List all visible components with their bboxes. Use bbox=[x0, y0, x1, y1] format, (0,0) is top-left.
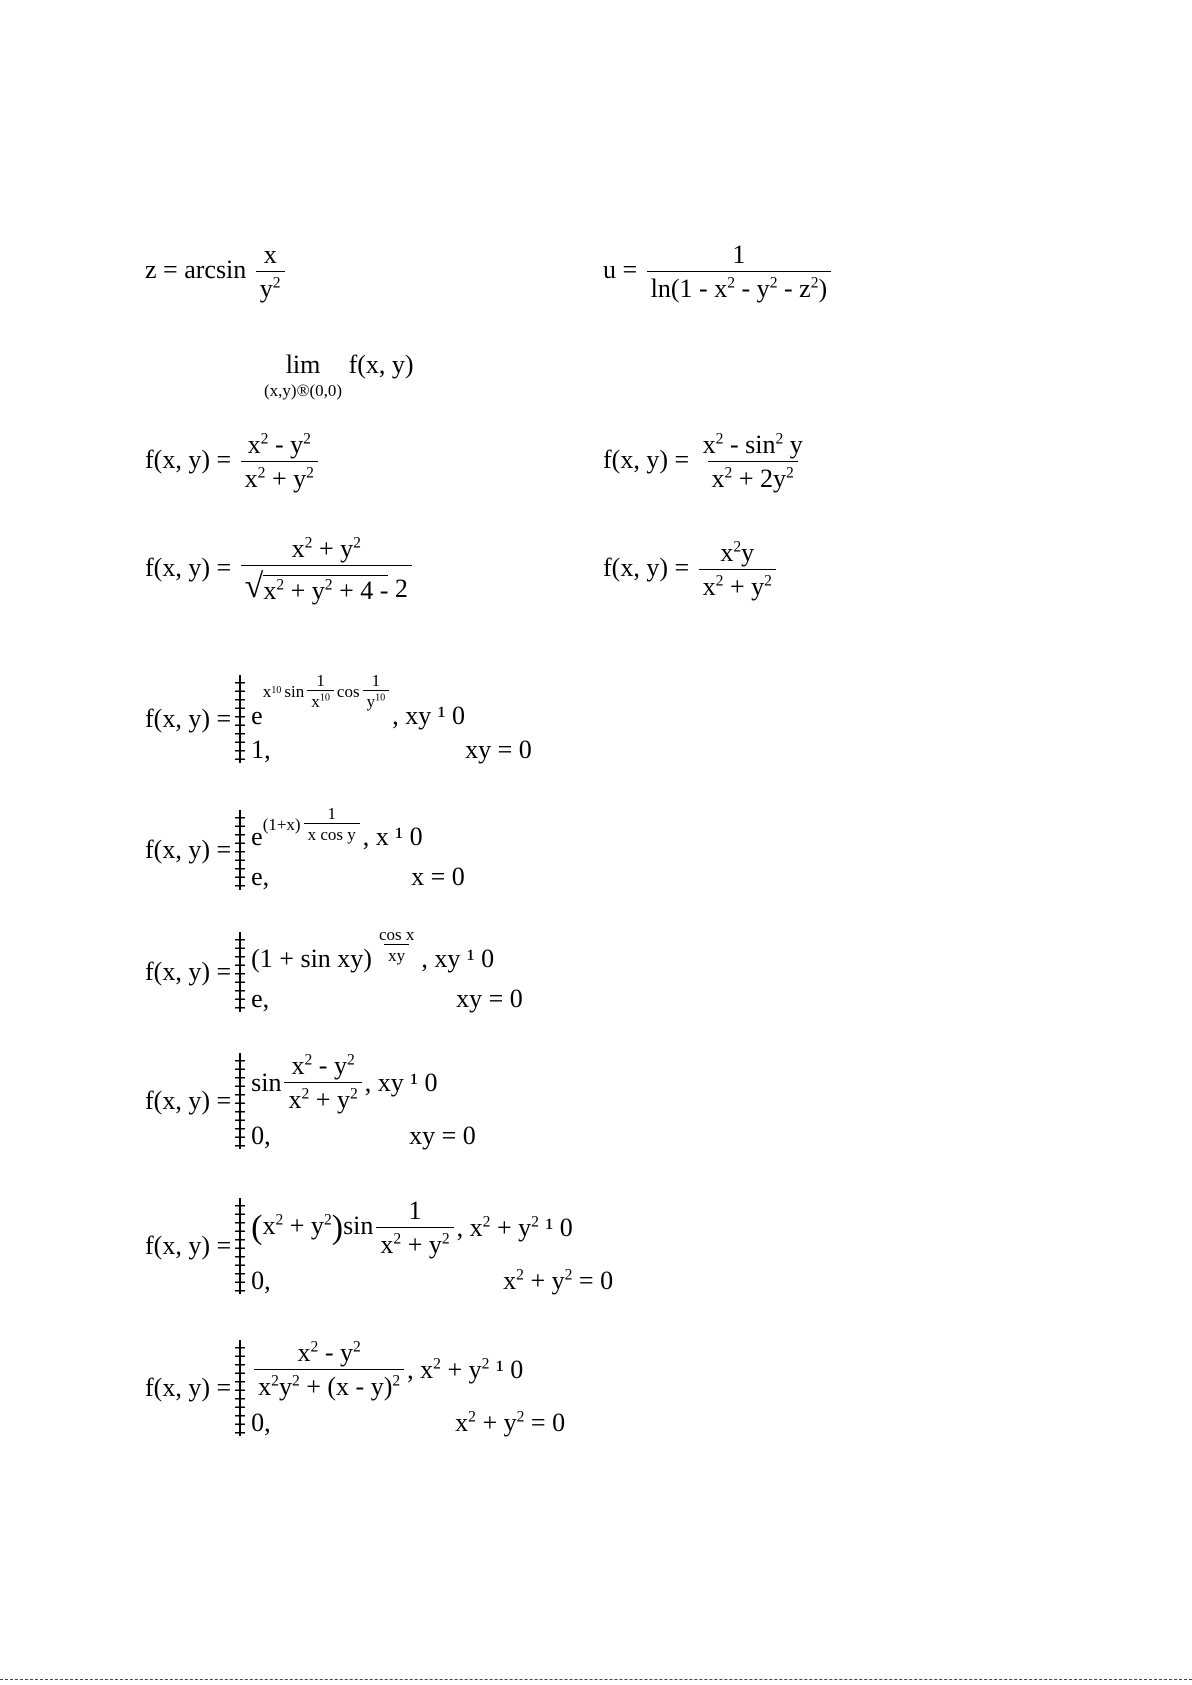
exp-part: x bbox=[262, 681, 272, 701]
piecewise-formula-1 bbox=[145, 671, 532, 764]
formula-lhs: f(x, y) = bbox=[145, 444, 232, 474]
formula-lhs: f(x, y) = bbox=[145, 957, 232, 986]
exponent: 2 bbox=[775, 430, 784, 448]
lim-subscript: (x,y)®(0,0) bbox=[264, 381, 343, 400]
den-part: y bbox=[278, 1372, 292, 1401]
denominator bbox=[241, 461, 318, 492]
num-part: x bbox=[720, 538, 734, 567]
exponent: 2 bbox=[275, 1211, 284, 1229]
paren: ) bbox=[331, 1209, 344, 1246]
formula-u-ln bbox=[603, 242, 834, 302]
left-brace bbox=[233, 1198, 247, 1294]
den-part: x bbox=[711, 464, 725, 493]
formula-lhs: u = bbox=[603, 254, 638, 284]
exponent: 2 bbox=[352, 1338, 361, 1356]
formula-f-sqrt bbox=[145, 536, 415, 604]
denominator: $y^{10}$ bbox=[363, 690, 390, 710]
square-root bbox=[245, 570, 389, 604]
denominator: xy bbox=[384, 944, 409, 964]
num-part: - y bbox=[268, 430, 304, 459]
formula-lhs: f(x, y) = bbox=[145, 835, 232, 864]
exponent: 2 bbox=[324, 576, 333, 594]
formula-lhs: f(x, y) = bbox=[145, 552, 232, 582]
numerator: 1 bbox=[371, 671, 381, 690]
case-1 bbox=[251, 925, 523, 973]
exp-part: cos bbox=[336, 681, 360, 701]
numerator bbox=[699, 432, 807, 461]
exponent: 2 bbox=[531, 1213, 539, 1231]
denominator bbox=[376, 1227, 453, 1258]
case-condition bbox=[455, 1410, 565, 1436]
numerator: 1 bbox=[732, 240, 746, 269]
den-part: x bbox=[263, 576, 277, 605]
exponent: 2 bbox=[727, 274, 736, 292]
den-part: x bbox=[258, 1372, 272, 1401]
den-part: + y bbox=[309, 1085, 350, 1114]
den-part: + y bbox=[723, 572, 765, 601]
exponent: 2 bbox=[516, 1266, 524, 1284]
piecewise-formula-6 bbox=[145, 1340, 565, 1436]
fraction bbox=[307, 672, 334, 710]
cases bbox=[251, 1340, 565, 1436]
cond-part: + y bbox=[475, 1408, 517, 1437]
case-expression: $(x^2 + y^2)\sin$ bbox=[251, 1209, 374, 1246]
cond-part: x bbox=[503, 1266, 517, 1295]
case-condition: , x ¹ 0 bbox=[362, 822, 423, 851]
fraction bbox=[254, 1340, 404, 1400]
page-bottom-rule bbox=[0, 1679, 1192, 1680]
exponent: 2 bbox=[724, 464, 733, 482]
formula-limit bbox=[264, 352, 414, 399]
num-part: x bbox=[247, 430, 261, 459]
numerator: 1 bbox=[327, 804, 336, 823]
case-condition: xy = 0 bbox=[465, 735, 532, 764]
case-expression: 1, bbox=[251, 735, 271, 764]
num-part: x bbox=[702, 430, 716, 459]
exponent: 10 bbox=[319, 692, 330, 704]
exponent-fraction bbox=[375, 926, 418, 964]
exponent: 2 bbox=[306, 464, 314, 482]
den-part: + 2y bbox=[732, 464, 787, 493]
exponent: 2 bbox=[304, 534, 313, 552]
exponent: 2 bbox=[733, 538, 742, 556]
denominator bbox=[241, 565, 412, 604]
den-part: + 4 - bbox=[332, 576, 389, 605]
numerator bbox=[294, 1340, 365, 1369]
case-expression: e, bbox=[251, 862, 270, 891]
fraction bbox=[241, 536, 412, 604]
exponent: 2 bbox=[786, 464, 794, 482]
exponent: 2 bbox=[291, 1372, 300, 1390]
cond-part: , x bbox=[456, 1213, 483, 1242]
formula-lhs: f(x, y) = bbox=[145, 704, 232, 733]
case-condition: x = 0 bbox=[411, 862, 465, 891]
exponent: 2 bbox=[349, 1085, 358, 1103]
fraction bbox=[241, 432, 318, 492]
num-part: - sin bbox=[723, 430, 776, 459]
exponent: 2 bbox=[271, 1372, 279, 1390]
case-condition bbox=[407, 1357, 523, 1383]
piecewise-formula-2 bbox=[145, 804, 465, 891]
formula-lhs: z = arcsin bbox=[145, 254, 247, 284]
case-2 bbox=[251, 986, 523, 1012]
radical-sign: √ bbox=[244, 568, 264, 605]
case-2 bbox=[251, 1410, 565, 1436]
exponent-group bbox=[263, 805, 363, 843]
cond-part: + y bbox=[440, 1355, 482, 1384]
fraction bbox=[256, 242, 285, 302]
case-2 bbox=[251, 864, 465, 890]
numerator bbox=[716, 540, 758, 569]
case-expression: (1 + sin xy) bbox=[251, 944, 372, 973]
exponent: 2 bbox=[260, 430, 269, 448]
exponent: 2 bbox=[564, 1266, 573, 1284]
exponent: 2 bbox=[392, 1372, 401, 1390]
exponent: 2 bbox=[393, 1230, 402, 1248]
exponent: 2 bbox=[303, 430, 311, 448]
expr-part: + y bbox=[283, 1210, 324, 1240]
base-e: e bbox=[251, 822, 263, 851]
fraction bbox=[647, 242, 831, 302]
lim-function: f(x, y) bbox=[348, 350, 414, 379]
fraction bbox=[284, 1053, 361, 1113]
cond-part: ¹ 0 bbox=[538, 1213, 573, 1242]
exponent: 2 bbox=[304, 1051, 313, 1069]
den-part: + y bbox=[265, 464, 307, 493]
cond-part: x bbox=[455, 1408, 469, 1437]
den-part: + y bbox=[401, 1230, 442, 1259]
case-1 bbox=[251, 671, 532, 730]
expr-part: sin bbox=[343, 1210, 374, 1240]
case-expression: e, bbox=[251, 984, 270, 1013]
cond-part: + y bbox=[490, 1213, 532, 1242]
cases bbox=[251, 925, 523, 1013]
den-text: y bbox=[259, 274, 273, 303]
numerator: 1 bbox=[316, 671, 325, 690]
case-2 bbox=[251, 1268, 613, 1294]
numerator bbox=[244, 432, 315, 461]
num-part: y bbox=[783, 430, 803, 459]
fraction bbox=[304, 805, 360, 843]
cond-part: = 0 bbox=[524, 1408, 566, 1437]
case-2 bbox=[251, 1123, 476, 1149]
num-part: x bbox=[291, 534, 305, 563]
formula-f-x2y bbox=[603, 540, 779, 600]
den-part: 2 bbox=[388, 574, 408, 603]
denominator bbox=[708, 461, 798, 492]
denominator: $x^{10}$ bbox=[307, 690, 334, 710]
denominator bbox=[647, 271, 831, 302]
case-expression bbox=[251, 671, 466, 730]
fraction bbox=[699, 432, 807, 492]
cond-part: ¹ 0 bbox=[489, 1355, 524, 1384]
radicand bbox=[263, 575, 388, 604]
cases bbox=[251, 804, 465, 891]
fraction bbox=[363, 672, 390, 710]
limit-operator bbox=[264, 352, 342, 399]
left-brace bbox=[233, 1340, 247, 1436]
exponent: 2 bbox=[272, 274, 281, 292]
case-condition bbox=[503, 1268, 613, 1294]
exponent: 2 bbox=[764, 572, 772, 590]
formula-lhs: f(x, y) = bbox=[145, 1086, 232, 1115]
fraction bbox=[376, 1198, 453, 1258]
num-part: x bbox=[291, 1051, 305, 1080]
cond-part: + y bbox=[523, 1266, 565, 1295]
cases bbox=[251, 1053, 476, 1149]
case-expression: sin bbox=[251, 1068, 282, 1097]
case-condition bbox=[457, 1215, 573, 1241]
exponent: 2 bbox=[323, 1211, 332, 1229]
exp-part: sin bbox=[284, 681, 305, 701]
num-part: - y bbox=[312, 1051, 347, 1080]
case-1 bbox=[251, 1053, 476, 1113]
base-e: e bbox=[251, 701, 263, 730]
formula-lhs: f(x, y) = bbox=[145, 1231, 232, 1260]
exponent: 2 bbox=[769, 274, 778, 292]
num-part: + y bbox=[312, 534, 354, 563]
exponent: 10 bbox=[375, 692, 386, 704]
formula-arcsin bbox=[145, 242, 288, 302]
den-part: ) bbox=[818, 274, 828, 303]
denominator: x cos y bbox=[304, 823, 360, 843]
cases bbox=[251, 671, 532, 764]
exponent-group: x 10 sin $\frac{1}{x^{10}}$ cos $\frac{1}{y^{10}}$ bbox=[263, 672, 393, 710]
left-brace bbox=[233, 932, 247, 1012]
num-part: x bbox=[297, 1338, 311, 1367]
denominator bbox=[284, 1082, 361, 1113]
exp-part: (1+x) bbox=[262, 814, 301, 834]
formula-lhs: f(x, y) = bbox=[603, 552, 690, 582]
num-part: y bbox=[741, 538, 755, 567]
case-1 bbox=[251, 1198, 613, 1258]
exponent: 2 bbox=[810, 274, 819, 292]
numerator bbox=[287, 1053, 358, 1082]
den-part: - y bbox=[735, 274, 770, 303]
numerator: cos x bbox=[378, 925, 415, 944]
exponent: 2 bbox=[301, 1085, 310, 1103]
cases bbox=[251, 1198, 613, 1294]
exponent: 2 bbox=[441, 1230, 450, 1248]
exponent: 2 bbox=[482, 1213, 491, 1231]
formula-lhs: f(x, y) = bbox=[603, 444, 690, 474]
exponent: 2 bbox=[715, 572, 724, 590]
cond-part: = 0 bbox=[572, 1266, 614, 1295]
exponent: 2 bbox=[276, 576, 285, 594]
case-condition: , xy ¹ 0 bbox=[392, 701, 466, 730]
case-condition: , xy ¹ 0 bbox=[421, 944, 495, 973]
exponent: 2 bbox=[433, 1355, 441, 1373]
case-1 bbox=[251, 1340, 565, 1400]
formula-lhs: f(x, y) = bbox=[145, 1373, 232, 1402]
exponent: 2 bbox=[353, 534, 361, 552]
denominator bbox=[254, 1369, 404, 1400]
den-part: x bbox=[702, 572, 716, 601]
cond-part: , x bbox=[407, 1355, 434, 1384]
case-condition: xy = 0 bbox=[456, 984, 523, 1013]
exponent: 2 bbox=[346, 1051, 355, 1069]
exponent: 2 bbox=[481, 1355, 490, 1373]
den-part: x bbox=[244, 464, 258, 493]
den-part: x bbox=[288, 1085, 302, 1114]
num-part: - y bbox=[318, 1338, 353, 1367]
numerator: x bbox=[263, 240, 277, 269]
exponent: 2 bbox=[715, 430, 724, 448]
numerator bbox=[288, 536, 365, 565]
den-part: ln(1 - x bbox=[650, 274, 728, 303]
case-1 bbox=[251, 804, 465, 851]
case-expression: 0, bbox=[251, 1408, 271, 1437]
formula-f-sin bbox=[603, 432, 810, 492]
left-brace bbox=[233, 810, 247, 890]
den-part: x bbox=[380, 1230, 394, 1259]
den-part: + (x - y) bbox=[299, 1372, 393, 1401]
case-expression: 0, bbox=[251, 1266, 271, 1295]
piecewise-formula-5 bbox=[145, 1198, 613, 1294]
piecewise-formula-4 bbox=[145, 1053, 476, 1149]
piecewise-formula-3 bbox=[145, 925, 523, 1013]
lim-text: lim bbox=[285, 350, 321, 379]
exponent: 2 bbox=[516, 1408, 525, 1426]
left-brace bbox=[233, 675, 247, 763]
case-expression: 0, bbox=[251, 1121, 271, 1150]
den-part: - z bbox=[777, 274, 811, 303]
denominator bbox=[256, 271, 285, 302]
denominator bbox=[699, 569, 776, 600]
exponent: 2 bbox=[310, 1338, 319, 1356]
case-2 bbox=[251, 737, 532, 763]
case-condition: xy = 0 bbox=[409, 1121, 476, 1150]
formula-f-diff-over-sum bbox=[145, 432, 321, 492]
exponent: 2 bbox=[257, 464, 266, 482]
den-part: + y bbox=[284, 576, 325, 605]
case-condition: , xy ¹ 0 bbox=[364, 1068, 438, 1097]
fraction bbox=[699, 540, 776, 600]
exponent: 2 bbox=[468, 1408, 476, 1426]
paren: ( bbox=[251, 1209, 263, 1246]
numerator: 1 bbox=[408, 1196, 422, 1225]
left-brace bbox=[233, 1053, 247, 1149]
